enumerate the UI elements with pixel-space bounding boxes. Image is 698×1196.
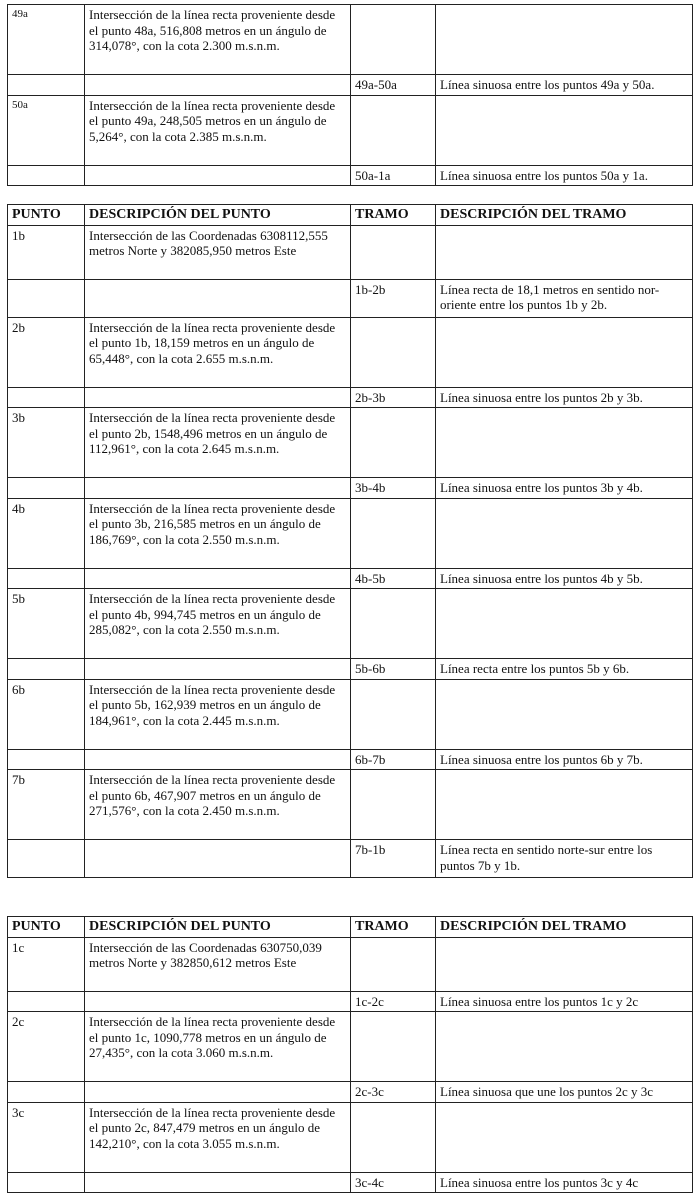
punto-cell xyxy=(8,840,85,878)
header-punto: PUNTO xyxy=(8,917,85,938)
descripcion-tramo-cell: Línea recta entre los puntos 5b y 6b. xyxy=(436,659,693,680)
descripcion-punto-cell xyxy=(85,279,351,317)
descripcion-tramo-cell xyxy=(436,589,693,659)
header-descripcion-tramo: DESCRIPCIÓN DEL TRAMO xyxy=(436,917,693,938)
tramo-cell: 49a-50a xyxy=(351,75,436,96)
tramo-cell xyxy=(351,589,436,659)
header-tramo: TRAMO xyxy=(351,917,436,938)
header-descripcion-punto: DESCRIPCIÓN DEL PUNTO xyxy=(85,917,351,938)
table-row xyxy=(8,1012,693,1082)
descripcion-tramo-cell xyxy=(436,317,693,387)
punto-cell: 7b xyxy=(8,770,85,840)
table-header-row xyxy=(8,917,693,938)
table-row xyxy=(8,317,693,387)
descripcion-punto-cell: Intersección de la línea recta proveniente desde el punto 3b, 216,585 metros en un ángulo de 186,769°, con la cota 2.550 m.s.n.m. xyxy=(85,498,351,568)
descripcion-tramo-cell: Línea sinuosa entre los puntos 3c y 4c xyxy=(436,1172,693,1193)
table-row xyxy=(8,679,693,749)
table-row xyxy=(8,387,693,408)
descripcion-punto-cell: Intersección de las Coordenadas 630750,039 metros Norte y 382850,612 metros Este xyxy=(85,937,351,991)
tramo-cell xyxy=(351,770,436,840)
descripcion-punto-cell: Intersección de la línea recta proveniente desde el punto 1b, 18,159 metros en un ángulo de 65,448°, con la cota 2.655 m.s.n.m. xyxy=(85,317,351,387)
punto-cell: 2b xyxy=(8,317,85,387)
punto-cell xyxy=(8,387,85,408)
table-row xyxy=(8,749,693,770)
tramo-cell: 1b-2b xyxy=(351,279,436,317)
descripcion-punto-cell xyxy=(85,659,351,680)
punto-cell: 50a xyxy=(8,95,85,165)
tramo-cell xyxy=(351,498,436,568)
tramo-cell xyxy=(351,5,436,75)
punto-cell xyxy=(8,1172,85,1193)
tramo-cell xyxy=(351,1102,436,1172)
descripcion-tramo-cell: Línea sinuosa que une los puntos 2c y 3c xyxy=(436,1082,693,1103)
descripcion-tramo-cell: Línea sinuosa entre los puntos 50a y 1a. xyxy=(436,165,693,186)
descripcion-tramo-cell xyxy=(436,408,693,478)
descripcion-tramo-cell xyxy=(436,937,693,991)
punto-cell: 5b xyxy=(8,589,85,659)
descripcion-tramo-cell xyxy=(436,5,693,75)
tramo-cell: 2b-3b xyxy=(351,387,436,408)
descripcion-punto-cell xyxy=(85,165,351,186)
table-row xyxy=(8,5,693,75)
tramo-cell xyxy=(351,95,436,165)
tramo-cell xyxy=(351,937,436,991)
descripcion-punto-cell xyxy=(85,478,351,499)
descripcion-punto-cell: Intersección de la línea recta proveniente desde el punto 2b, 1548,496 metros en un ángulo de 112,961°, con la cota 2.645 m.s.n.m. xyxy=(85,408,351,478)
descripcion-tramo-cell xyxy=(436,679,693,749)
tramo-cell xyxy=(351,679,436,749)
descripcion-tramo-cell: Línea sinuosa entre los puntos 4b y 5b. xyxy=(436,568,693,589)
table-row xyxy=(8,568,693,589)
table-section-b xyxy=(7,204,693,878)
punto-cell: 1c xyxy=(8,937,85,991)
tramo-cell: 3c-4c xyxy=(351,1172,436,1193)
table-row xyxy=(8,498,693,568)
punto-cell xyxy=(8,991,85,1012)
tramo-cell: 7b-1b xyxy=(351,840,436,878)
descripcion-tramo-cell xyxy=(436,225,693,279)
descripcion-tramo-cell xyxy=(436,498,693,568)
punto-cell: 6b xyxy=(8,679,85,749)
table-row xyxy=(8,1102,693,1172)
descripcion-tramo-cell xyxy=(436,770,693,840)
table-row xyxy=(8,937,693,991)
descripcion-punto-cell: Intersección de la línea recta proveniente desde el punto 49a, 248,505 metros en un ángulo de 5,264°, con la cota 2.385 m.s.n.m. xyxy=(85,95,351,165)
punto-cell: 3b xyxy=(8,408,85,478)
header-descripcion-tramo: DESCRIPCIÓN DEL TRAMO xyxy=(436,205,693,226)
table-row xyxy=(8,589,693,659)
header-tramo: TRAMO xyxy=(351,205,436,226)
descripcion-punto-cell: Intersección de las Coordenadas 6308112,555 metros Norte y 382085,950 metros Este xyxy=(85,225,351,279)
punto-cell xyxy=(8,1082,85,1103)
table-row xyxy=(8,1082,693,1103)
tramo-cell xyxy=(351,1012,436,1082)
punto-cell xyxy=(8,749,85,770)
descripcion-punto-cell xyxy=(85,749,351,770)
table-row xyxy=(8,1172,693,1193)
table-header-row xyxy=(8,205,693,226)
header-descripcion-punto: DESCRIPCIÓN DEL PUNTO xyxy=(85,205,351,226)
punto-cell: 4b xyxy=(8,498,85,568)
table-section-a xyxy=(7,4,693,186)
table-row xyxy=(8,408,693,478)
descripcion-tramo-cell xyxy=(436,1012,693,1082)
punto-cell xyxy=(8,659,85,680)
descripcion-tramo-cell: Línea recta en sentido norte-sur entre los puntos 7b y 1b. xyxy=(436,840,693,878)
descripcion-punto-cell xyxy=(85,568,351,589)
table-row xyxy=(8,659,693,680)
descripcion-tramo-cell: Línea sinuosa entre los puntos 2b y 3b. xyxy=(436,387,693,408)
tramo-cell: 50a-1a xyxy=(351,165,436,186)
table-row xyxy=(8,225,693,279)
table-row xyxy=(8,770,693,840)
descripcion-tramo-cell: Línea sinuosa entre los puntos 49a y 50a. xyxy=(436,75,693,96)
table-row xyxy=(8,75,693,96)
tramo-cell: 1c-2c xyxy=(351,991,436,1012)
descripcion-punto-cell: Intersección de la línea recta proveniente desde el punto 1c, 1090,778 metros en un ángulo de 27,435°, con la cota 3.060 m.s.n.m. xyxy=(85,1012,351,1082)
punto-cell xyxy=(8,75,85,96)
descripcion-tramo-cell: Línea sinuosa entre los puntos 6b y 7b. xyxy=(436,749,693,770)
punto-cell: 3c xyxy=(8,1102,85,1172)
descripcion-tramo-cell: Línea recta de 18,1 metros en sentido nor-oriente entre los puntos 1b y 2b. xyxy=(436,279,693,317)
header-punto: PUNTO xyxy=(8,205,85,226)
punto-cell xyxy=(8,165,85,186)
descripcion-tramo-cell xyxy=(436,1102,693,1172)
descripcion-punto-cell: Intersección de la línea recta proveniente desde el punto 6b, 467,907 metros en un ángulo de 271,576°, con la cota 2.450 m.s.n.m. xyxy=(85,770,351,840)
punto-cell: 49a xyxy=(8,5,85,75)
tramo-cell: 5b-6b xyxy=(351,659,436,680)
descripcion-punto-cell: Intersección de la línea recta proveniente desde el punto 4b, 994,745 metros en un ángulo de 285,082°, con la cota 2.550 m.s.n.m. xyxy=(85,589,351,659)
tramo-cell xyxy=(351,317,436,387)
descripcion-punto-cell xyxy=(85,991,351,1012)
descripcion-punto-cell xyxy=(85,387,351,408)
tramo-cell xyxy=(351,225,436,279)
punto-cell xyxy=(8,478,85,499)
descripcion-punto-cell: Intersección de la línea recta proveniente desde el punto 5b, 162,939 metros en un ángulo de 184,961°, con la cota 2.445 m.s.n.m. xyxy=(85,679,351,749)
tramo-cell: 4b-5b xyxy=(351,568,436,589)
descripcion-punto-cell xyxy=(85,1082,351,1103)
punto-cell: 1b xyxy=(8,225,85,279)
tramo-cell: 6b-7b xyxy=(351,749,436,770)
tramo-cell xyxy=(351,408,436,478)
descripcion-tramo-cell: Línea sinuosa entre los puntos 1c y 2c xyxy=(436,991,693,1012)
descripcion-punto-cell: Intersección de la línea recta proveniente desde el punto 48a, 516,808 metros en un ángulo de 314,078°, con la cota 2.300 m.s.n.m. xyxy=(85,5,351,75)
descripcion-punto-cell xyxy=(85,1172,351,1193)
table-row xyxy=(8,478,693,499)
table-row xyxy=(8,279,693,317)
punto-cell xyxy=(8,568,85,589)
table-row xyxy=(8,840,693,878)
tramo-cell: 2c-3c xyxy=(351,1082,436,1103)
descripcion-tramo-cell xyxy=(436,95,693,165)
descripcion-tramo-cell: Línea sinuosa entre los puntos 3b y 4b. xyxy=(436,478,693,499)
punto-cell xyxy=(8,279,85,317)
table-row xyxy=(8,95,693,165)
tramo-cell: 3b-4b xyxy=(351,478,436,499)
table-row xyxy=(8,165,693,186)
table-section-c xyxy=(7,916,693,1193)
punto-cell: 2c xyxy=(8,1012,85,1082)
descripcion-punto-cell xyxy=(85,75,351,96)
descripcion-punto-cell: Intersección de la línea recta proveniente desde el punto 2c, 847,479 metros en un ángulo de 142,210°, con la cota 3.055 m.s.n.m. xyxy=(85,1102,351,1172)
descripcion-punto-cell xyxy=(85,840,351,878)
table-row xyxy=(8,991,693,1012)
